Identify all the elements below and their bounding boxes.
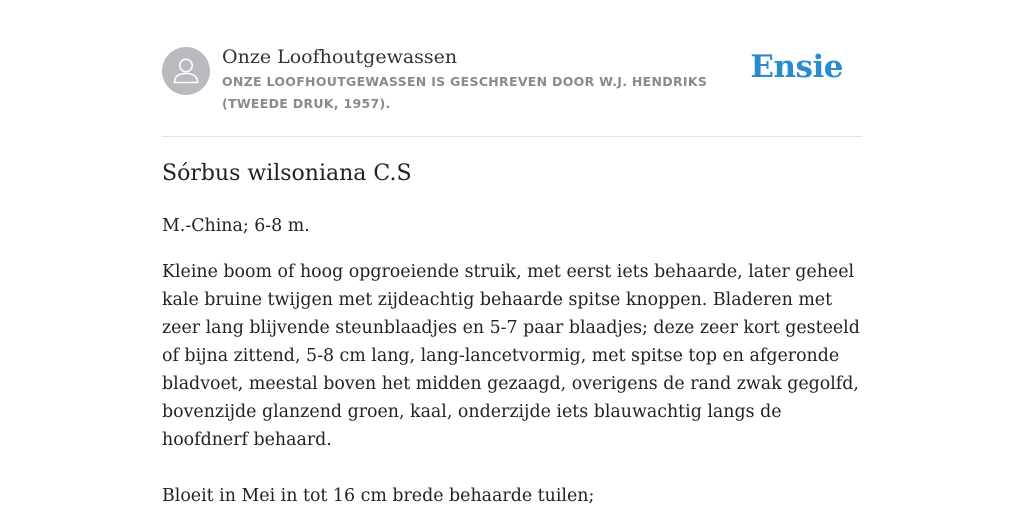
source-name[interactable]: Onze Loofhoutgewassen xyxy=(222,46,458,68)
article-flowering: Bloeit in Mei in tot 16 cm brede behaarde tuilen; xyxy=(162,486,595,506)
source-avatar[interactable] xyxy=(162,47,210,95)
article-origin: M.-China; 6-8 m. xyxy=(162,216,310,236)
article xyxy=(162,158,867,510)
source-header xyxy=(162,40,862,137)
ensie-logo[interactable]: Ensie xyxy=(750,49,843,85)
user-icon xyxy=(162,47,210,95)
source-description: ONZE LOOFHOUTGEWASSEN IS GESCHREVEN DOOR W.J. HENDRIKS (TWEEDE DRUK, 1957). xyxy=(222,74,708,111)
article-description: Kleine boom of hoog opgroeiende struik, met eerst iets behaarde, later geheel kale bruine twijgen met zijdeachtig behaarde spitse knoppen. Bladeren met zeer lang blijvende steunblaadjes en 5-7 paar blaadjes; deze zeer kort gesteeld of bijna zittend, 5-8 cm lang, lang-lancetvormig, met spitse top en afgeronde bladvoet, meestal boven het midden gezaagd, overigens de rand zwak gegolfd, bovenzijde glanzend groen, kaal, onderzijde iets blauwachtig langs de hoofdnerf behaard. xyxy=(162,262,860,450)
article-title: Sórbus wilsoniana C.S xyxy=(162,161,412,186)
